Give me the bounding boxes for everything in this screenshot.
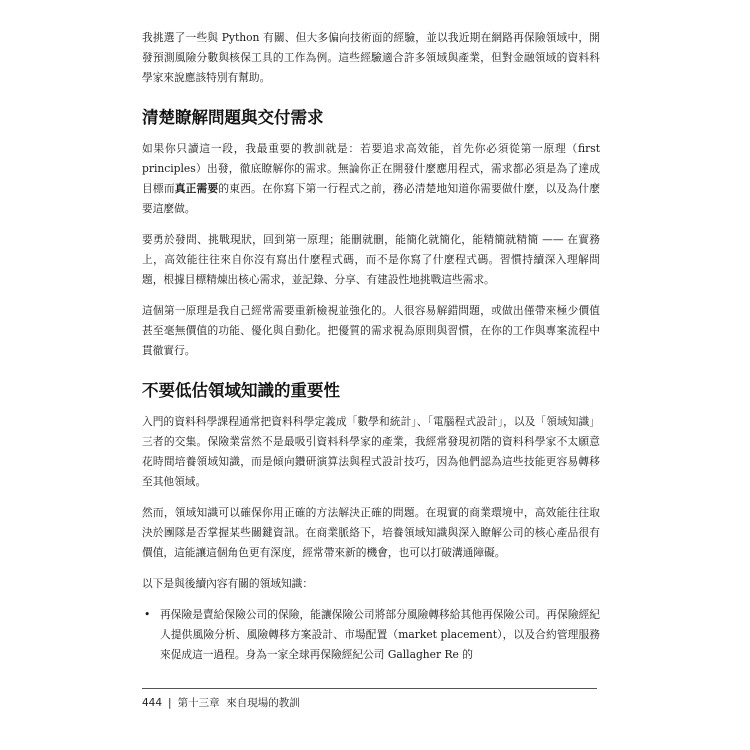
page-body (142, 28, 600, 665)
requirements-p1-bold: 真正需要 (174, 182, 219, 195)
section-heading-requirements: 清楚瞭解問題與交付需求 (142, 108, 324, 127)
domain-paragraph-2: 然而，領域知識可以確保你用正確的方法解決正確的問題。在現實的商業環境中，高效能往往取決於團隊是否掌握某些關鍵資訊。在商業脈絡下，培養領域知識與深入瞭解公司的核心產品很有價值，這能讓這個角色更有深度，經常帶來新的機會，也可以打破溝通障礙。 (142, 506, 600, 559)
requirements-paragraph-1 (142, 139, 600, 219)
bullet-icon: • (144, 608, 151, 621)
page-number: 444 (142, 697, 163, 709)
intro-paragraph: 我挑選了一些與 Python 有關、但大多偏向技術面的經驗，並以我近期在網路再保險領域中，開發預測風險分數與核保工具的工作為例。這些經驗適合許多領域與產業，但對金融領域的資料科學家來說應該特別有幫助。 (142, 31, 600, 84)
chapter-number: 第十三章 (177, 697, 220, 709)
requirements-p1-text-a: 如果你只讀這一段，我最重要的教訓就是：若要追求高效能，首先你必須從第一原理（first principles）出發，徹底瞭解你的需求。無論你正在開發什麼應用程式，需求都必須是為了達成目標而 (142, 142, 600, 195)
requirements-paragraph-2: 要勇於發問、挑戰現狀，回到第一原理；能刪就刪，能簡化就簡化，能精簡就精簡 —— 在實務上，高效能往往來自你沒有寫出什麼程式碼，而不是你寫了什麼程式碼。習慣持續深入理解問題，根據目標精煉出核心需求，並記錄、分享、有建設性地挑戰這些需求。 (142, 233, 600, 286)
domain-bullet-list (142, 605, 600, 665)
requirements-p1-text-b: 的東西。在你寫下第一行程式之前，務必清楚地知道你需要做什麼，以及為什麼要這麼做。 (142, 182, 600, 215)
bullet-text: 再保險是賣給保險公司的保險，能讓保險公司將部分風險轉移給其他再保險公司。再保險經紀人提供風險分析、風險轉移方案設計、市場配置（market placement），以及合約管理服務來促成這一過程。身為一家全球再保險經紀公司 Gallagher Re 的 (160, 608, 600, 661)
domain-paragraph-1: 入門的資料科學課程通常把資料科學定義成「數學和統計」、「電腦程式設計」，以及「領域知識」三者的交集。保險業當然不是最吸引資料科學家的產業，我經常發現初階的資料科學家不太願意花時間培養領域知識，而是傾向鑽研演算法與程式設計技巧，因為他們認為這些技能更容易轉移至其他領域。 (142, 415, 600, 488)
list-item (142, 605, 600, 665)
chapter-title: 來自現場的教訓 (226, 697, 300, 709)
footer-separator: | (168, 697, 172, 709)
page-footer (142, 688, 597, 710)
section-heading-domain-knowledge: 不要低估領域知識的重要性 (142, 381, 340, 400)
footer-text (142, 689, 597, 710)
requirements-paragraph-3: 這個第一原理是我自己經常需要重新檢視並強化的。人很容易解錯問題，或做出僅帶來極少價值甚至毫無價值的功能、優化與自動化。把優質的需求視為原則與習慣，在你的工作與專案流程中貫徹實行。 (142, 304, 600, 357)
domain-paragraph-3: 以下是與後續內容有關的領域知識： (142, 577, 314, 590)
